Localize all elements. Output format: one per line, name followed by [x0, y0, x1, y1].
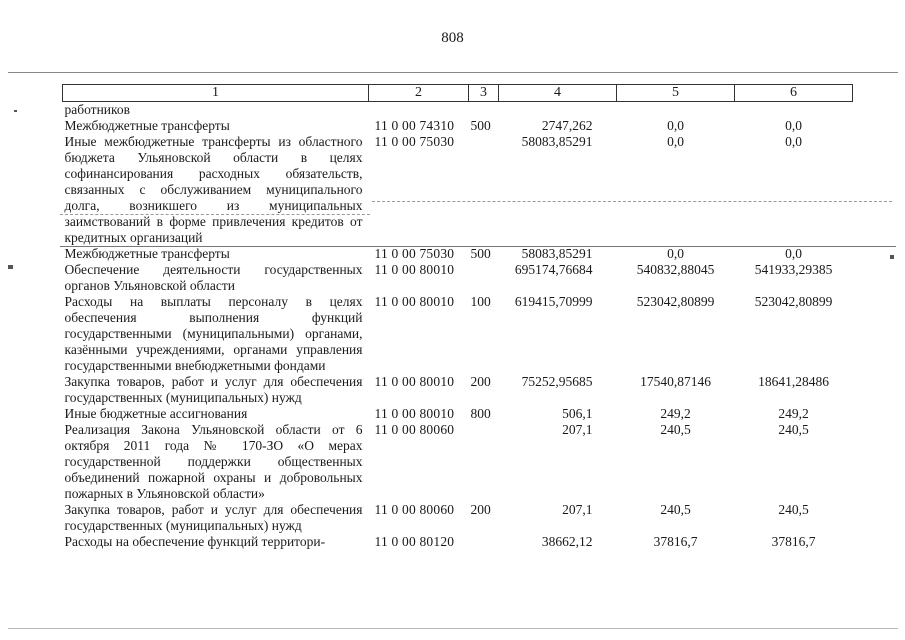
row-value-2025-cell: 240,5	[778, 502, 809, 517]
row-name-cell: Расходы на выплаты персоналу в целях обеспечения выполнения функций государственными (муниципальными) органами, казёнными учреждениями, органами управления государственными внебюджетными фондами	[64, 294, 363, 373]
row-expense-type-cell: 100	[470, 294, 491, 309]
row-name-cell: Закупка товаров, работ и услуг для обеспечения государственных (муниципальных) нужд	[64, 502, 363, 533]
column-header: 3	[469, 85, 499, 102]
row-value-2023-cell: 619415,70999	[514, 294, 593, 309]
row-value-2024-cell: 37816,7	[653, 534, 698, 549]
table-row	[63, 118, 853, 134]
row-expense-type-cell	[469, 262, 499, 294]
column-header: 1	[63, 85, 369, 102]
row-value-2023-cell: 207,1	[562, 422, 593, 437]
row-value-2023-cell: 207,1	[562, 502, 593, 517]
row-code-cell: 11 0 00 80060	[374, 502, 455, 517]
row-value-2025-cell: 240,5	[778, 422, 809, 437]
row-value-2023-cell: 38662,12	[541, 534, 593, 549]
row-value-2025-cell: 0,0	[785, 134, 802, 149]
row-expense-type-cell: 500	[470, 118, 491, 133]
table-row	[63, 294, 853, 374]
scan-speck	[890, 255, 894, 259]
row-value-2024-cell: 0,0	[667, 134, 684, 149]
row-expense-type-cell	[469, 534, 499, 550]
table-row	[63, 534, 853, 550]
row-value-2023-cell: 75252,95685	[521, 374, 593, 389]
column-header: 6	[735, 85, 853, 102]
row-name-cell: Межбюджетные трансферты	[64, 246, 230, 261]
table-row	[63, 406, 853, 422]
row-code-cell: 11 0 00 75030	[374, 246, 455, 261]
column-header: 2	[369, 85, 469, 102]
column-header: 5	[617, 85, 735, 102]
row-name-cell: Иные бюджетные ассигнования	[64, 406, 248, 421]
row-value-2025-cell: 0,0	[785, 246, 802, 261]
row-value-2025-cell: 18641,28486	[758, 374, 829, 389]
row-code-cell: 11 0 00 80120	[374, 534, 455, 549]
row-value-2025-cell: 37816,7	[771, 534, 816, 549]
row-expense-type-cell	[469, 102, 499, 119]
row-value-2024-cell: 17540,87146	[640, 374, 711, 389]
row-name-cell: Межбюджетные трансферты	[64, 118, 230, 133]
row-value-2024-cell: 249,2	[660, 406, 691, 421]
row-value-2023-cell: 58083,85291	[521, 246, 593, 261]
row-code-cell	[369, 102, 469, 119]
budget-table-wrapper	[62, 84, 852, 550]
scan-speck	[8, 265, 13, 269]
row-expense-type-cell: 200	[470, 374, 491, 389]
row-expense-type-cell: 200	[470, 502, 491, 517]
row-code-cell: 11 0 00 80060	[374, 422, 455, 437]
row-value-2024-cell: 523042,80899	[636, 294, 715, 309]
page-number: 808	[441, 30, 464, 46]
table-row	[63, 246, 853, 262]
row-name-cell: Расходы на обеспечение функций территори-	[64, 534, 326, 549]
table-row	[63, 422, 853, 502]
scan-speck	[14, 110, 17, 112]
row-value-2025-cell: 523042,80899	[754, 294, 833, 309]
row-name-cell: Закупка товаров, работ и услуг для обеспечения государственных (муниципальных) нужд	[64, 374, 363, 405]
row-name-cell: работников	[64, 102, 131, 117]
row-value-2024-cell: 0,0	[667, 118, 684, 133]
scan-artifact-line	[8, 628, 898, 629]
table-row	[63, 374, 853, 406]
row-value-2024-cell: 0,0	[667, 246, 684, 261]
row-value-2024-cell: 540832,88045	[636, 262, 715, 277]
row-value-2023-cell: 695174,76684	[514, 262, 593, 277]
row-code-cell: 11 0 00 75030	[374, 134, 455, 149]
row-code-cell: 11 0 00 74310	[374, 118, 455, 133]
row-name-cell: Обеспечение деятельности государственных органов Ульяновской области	[64, 262, 363, 293]
row-value-2024-cell	[617, 102, 735, 119]
table-row	[63, 502, 853, 534]
table-row	[63, 102, 853, 119]
row-value-2023-cell	[499, 102, 617, 119]
table-row	[63, 134, 853, 246]
row-value-2024-cell: 240,5	[660, 422, 691, 437]
budget-table	[62, 84, 853, 550]
row-value-2023-cell: 506,1	[562, 406, 593, 421]
row-code-cell: 11 0 00 80010	[374, 262, 455, 277]
row-value-2024-cell: 240,5	[660, 502, 691, 517]
column-header: 4	[499, 85, 617, 102]
row-code-cell: 11 0 00 80010	[374, 374, 455, 389]
row-code-cell: 11 0 00 80010	[374, 294, 455, 309]
row-name-cell: Иные межбюджетные трансферты из областного бюджета Ульяновской области в целях софинансирования расходных обязательств, связанных с обслуживанием муниципального долга, возникшего из муниципальных заимствований в форме привлечения кредитов от кредитных организаций	[64, 134, 363, 245]
row-name-cell: Реализация Закона Ульяновской области от 6 октября 2011 года № 170-ЗО «О мерах государственной поддержки общественных объединений пожарной охраны и добровольных пожарных в Ульяновской области»	[64, 422, 363, 501]
row-value-2023-cell: 2747,262	[541, 118, 593, 133]
table-row	[63, 262, 853, 294]
row-value-2025-cell: 541933,29385	[754, 262, 833, 277]
table-header-row	[63, 85, 853, 102]
row-value-2025-cell: 0,0	[785, 118, 802, 133]
scan-artifact-line	[8, 72, 898, 73]
row-value-2025-cell: 249,2	[778, 406, 809, 421]
row-expense-type-cell: 800	[470, 406, 491, 421]
row-expense-type-cell	[469, 422, 499, 502]
row-value-2023-cell: 58083,85291	[521, 134, 593, 149]
row-value-2025-cell	[735, 102, 853, 119]
row-expense-type-cell: 500	[470, 246, 491, 261]
row-expense-type-cell	[469, 134, 499, 246]
row-code-cell: 11 0 00 80010	[374, 406, 455, 421]
